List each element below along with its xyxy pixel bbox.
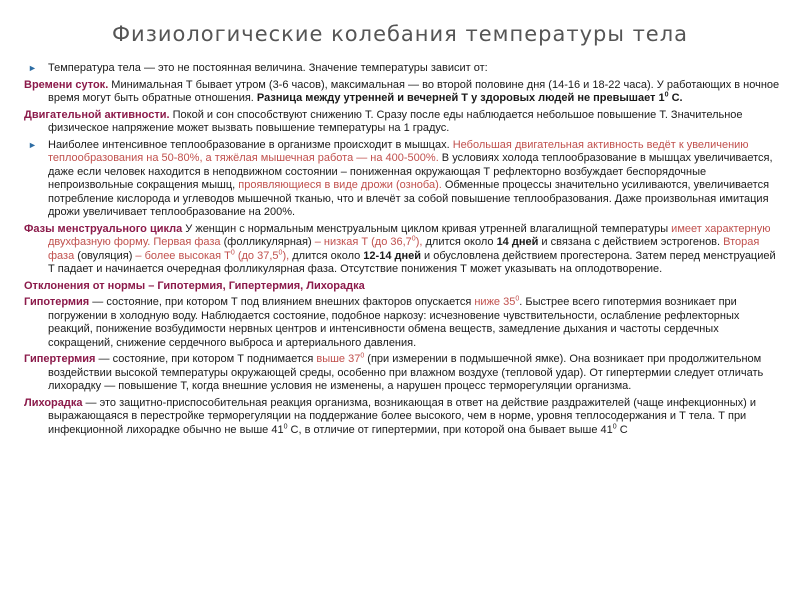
text: — это защитно-приспособительная реакция организма, возникающая в ответ на действие раздражителей (чаще инфекционных) и выражающаяся в перестройке терморегуляции на поддержание более высокого, чем в норме, уровня теплосодержания и Т тела. Т при инфекционной лихорадке обычно не выше 41 <box>48 396 756 436</box>
text: и связана с действием эстрогенов. <box>538 236 724 248</box>
para-fever <box>24 397 780 438</box>
text: В условиях холода теплообразование в мышцах увеличивается, даже если человек находится в неподвижном состоянии – пониженная окружающая Т рефлекторно возбуждает беспорядочные непроизвольные сокращения мышц, <box>48 152 773 191</box>
bold-text: С. <box>668 92 683 104</box>
highlight-text: Вторая фаза <box>48 236 760 262</box>
degree-sup: 0 <box>515 295 520 303</box>
para-hypothermia <box>24 296 780 350</box>
text: (овуляция) <box>74 249 136 262</box>
text: (при измерении в подмышечной ямке). Она возникает при продолжительном воздействии высокой температуры окружающей среды, особенно при влажном воздухе (тепловой удар). От гипертермии следует отличать лихорадку — повышение Т, когда внешние условия не изменены, а нарушен процесс терморегуляции организма. <box>48 353 764 392</box>
heading-time-of-day: Времени суток. <box>24 78 109 91</box>
highlight-text: имеет характерную двухфазную форму. Первая фаза <box>48 222 771 248</box>
highlight-text: ниже 35 <box>474 296 516 308</box>
text: Наиболее интенсивное теплообразование в организме происходит в мышцах. <box>48 138 453 151</box>
text: Минимальная Т бывает утром (3-6 часов), максимальная — во второй половине дня (14-16 и 18-22 часа). У работающих в ночное время могут быть обратные отношения. <box>48 78 780 104</box>
highlight-text: проявляющиеся в виде дрожи (озноба). <box>238 179 442 191</box>
heading-motor-activity: Двигательной активности. <box>24 108 170 121</box>
degree-sup: 0 <box>283 422 288 430</box>
text: — состояние, при котором Т поднимается <box>95 353 317 365</box>
highlight-text: – низкая Т (до 36,7 <box>314 236 412 248</box>
bold-text: 12-14 дней <box>363 249 421 262</box>
bold-text: Разница между утренней и вечерней Т у здоровых людей не превышает 1 <box>256 92 665 104</box>
text: С <box>616 423 628 436</box>
slide-title: Физиологические колебания температуры тела <box>111 22 689 46</box>
highlight-text: ), <box>282 249 290 262</box>
degree-sup: 0 <box>278 248 283 256</box>
triangle-right-icon: ► <box>28 139 37 150</box>
slide-body <box>24 62 780 440</box>
intro-text: Температура тела — это не постоянная величина. Значение температуры зависит от: <box>48 62 488 74</box>
text: — состояние, при котором Т под влиянием внешних факторов опускается <box>89 296 475 308</box>
highlight-text: выше 37 <box>316 353 361 365</box>
highlight-text: ), <box>415 236 423 248</box>
degree-sup: 0 <box>230 248 235 256</box>
text: и обусловлена действием прогестерона. Затем перед менструацией Т падает и начинается очередная фолликулярная фаза. Отсутствие понижения Т может указывать на оплодотворение. <box>48 249 776 275</box>
para-hyperthermia <box>24 353 780 394</box>
text: (фолликулярная) <box>220 236 315 248</box>
bullet-heat-production <box>24 139 780 220</box>
para-menstrual-cycle <box>24 223 780 277</box>
highlight-text: (до 37,5 <box>234 249 279 262</box>
degree-sup: 0 <box>664 91 669 99</box>
highlight-text: – более высокая Т <box>135 249 231 262</box>
para-motor-activity <box>24 109 780 136</box>
text: . Быстрее всего гипотермия возникает при погружении в холодную воду. Наблюдается состояние, подобное наркозу: исчезновение чувствительности, ослабление рефлекторных реакций, понижение возбудимости нервных центров и интенсивности обмена веществ, замедление дыхания и частоты сердечных сокращений, снижение сердечного выброса и артериального давления. <box>48 296 740 349</box>
text: С, в отличие от гипертермии, при которой она бывает выше 41 <box>287 423 613 436</box>
text: длится около <box>422 236 497 248</box>
para-time-of-day <box>24 79 780 106</box>
text: У женщин с нормальным менструальным циклом кривая утренней влагалищной температуры <box>182 222 672 235</box>
heading-menstrual-cycle: Фазы менструального цикла <box>24 222 183 235</box>
degree-sup: 0 <box>411 235 416 243</box>
heading-fever: Лихорадка <box>24 396 83 409</box>
degree-sup: 0 <box>612 422 617 430</box>
heading-deviations: Отклонения от нормы – Гипотермия, Гипертермия, Лихорадка <box>24 279 365 292</box>
triangle-right-icon: ► <box>28 63 37 73</box>
heading-hypothermia: Гипотермия <box>24 296 90 308</box>
bold-text: 14 дней <box>496 236 539 248</box>
text: Покой и сон способствуют снижению Т. Сразу после еды наблюдается небольшое повышение Т. Значительное физическое напряжение может вызвать повышение температуры на 1 градус. <box>48 108 743 134</box>
heading-hyperthermia: Гипертермия <box>24 353 96 365</box>
highlight-text: Небольшая двигательная активность ведёт к увеличению теплообразования на 50-80%, а тяжёлая мышечная работа — на 400-500%. <box>48 138 749 164</box>
text: длится около <box>289 249 364 262</box>
text: Обменные процессы значительно усиливаются, увеличивается потребление кислорода и углеводов мышечной тканью, что и влечёт за собой повышение теплообразования. Даже произвольная имитация дрожи увеличивает теплообразование на 200%. <box>48 179 770 218</box>
degree-sup: 0 <box>360 352 365 360</box>
bullet-intro <box>24 62 780 76</box>
para-deviations <box>24 280 780 294</box>
